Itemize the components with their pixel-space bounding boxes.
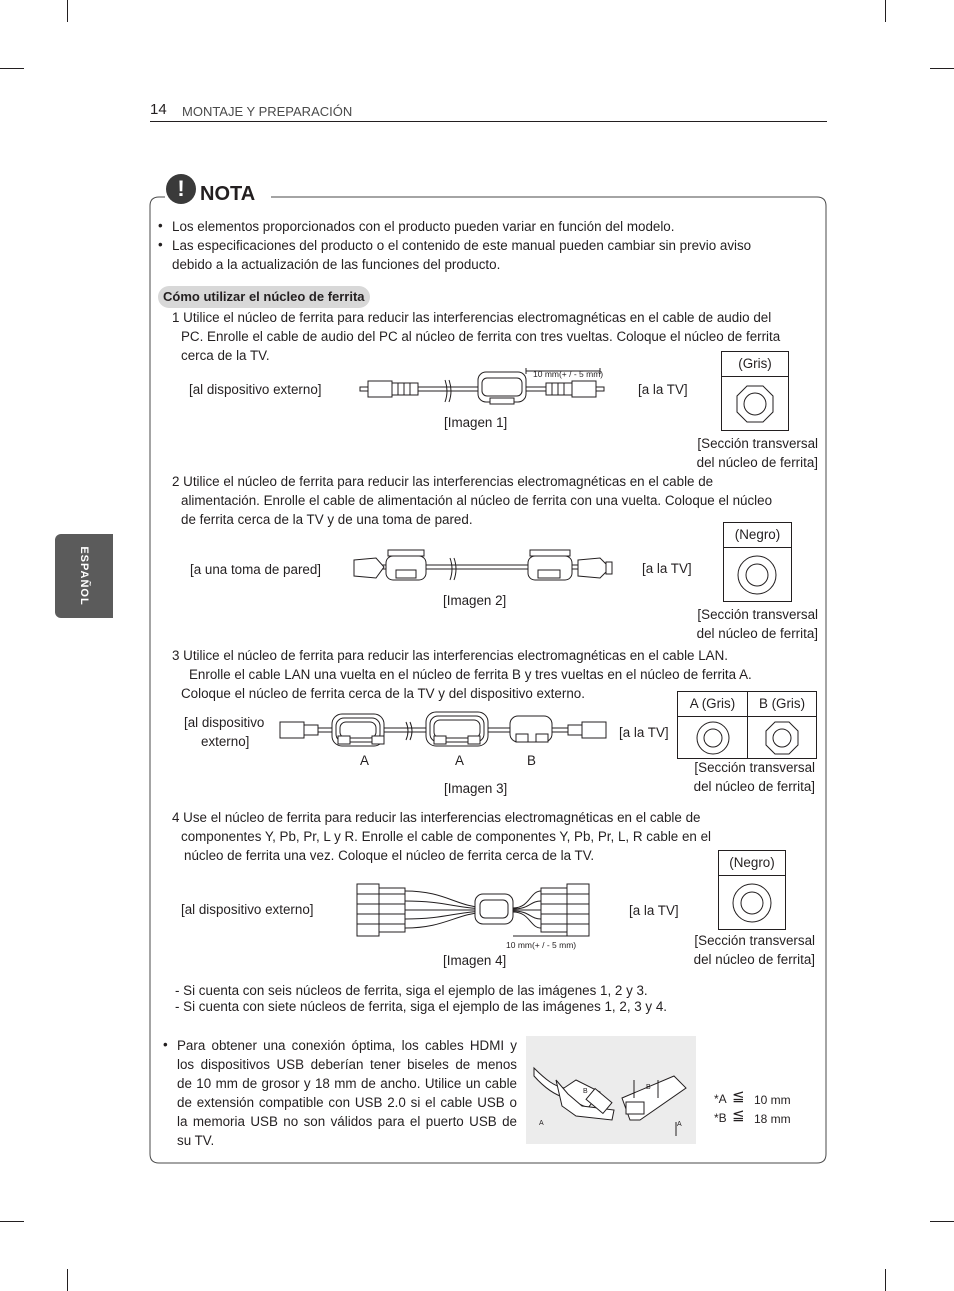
hdmi-usb-line-3: de 10 mm de grosor y 18 mm de ancho. Utilice un cable	[177, 1076, 517, 1091]
step2-box-label: (Negro)	[724, 523, 791, 548]
hdmi-usb-line-2: los dispositivos USB deberían tener biseles de menos	[177, 1057, 517, 1072]
bullet-icon: •	[163, 1037, 168, 1052]
step3-cross-caption-1: [Sección transversal	[694, 760, 815, 775]
section-title: MONTAJE Y PREPARACIÓN	[182, 104, 353, 119]
page-number: 14	[150, 101, 167, 118]
crop-mark	[885, 1269, 886, 1291]
step1-cross-caption-1: [Sección transversal	[697, 436, 818, 451]
step1-right-label: [a la TV]	[638, 382, 688, 397]
step1-image-caption: [Imagen 1]	[444, 415, 508, 430]
ferrite-cross-section-icon	[736, 554, 778, 596]
step3-marker-b: B	[527, 753, 536, 768]
step1-line3: cerca de la TV.	[181, 348, 270, 363]
crop-mark	[930, 1221, 954, 1222]
footnote-2: - Si cuenta con siete núcleos de ferrita, siga el ejemplo de las imágenes 1, 2, 3 y 4.	[175, 999, 668, 1014]
ferrite-cross-section-icon	[731, 882, 773, 924]
crop-mark	[0, 1221, 24, 1222]
step4-line1: 4 Use el núcleo de ferrita para reducir las interferencias electromagnéticas en el cable de	[172, 810, 701, 825]
step1-left-label: [al dispositivo externo]	[189, 382, 322, 397]
step3-line1: 3 Utilice el núcleo de ferrita para reducir las interferencias electromagnéticas en el cable LAN.	[172, 648, 728, 663]
dim-a-label: *A	[714, 1092, 727, 1106]
step2-cross-section-box	[723, 522, 792, 602]
usb-fig-label-a: A	[677, 1121, 682, 1128]
bullet-icon: •	[158, 237, 163, 252]
audio-cable-illustration	[350, 362, 615, 412]
hdmi-usb-illustration	[526, 1036, 696, 1144]
step2-left-label: [a una toma de pared]	[190, 562, 322, 577]
bullet-icon: •	[158, 218, 163, 233]
dim-b-symbol: ≦	[732, 1107, 745, 1124]
step3-line2: Enrolle el cable LAN una vuelta en el núcleo de ferrita B y tres vueltas en el núcleo de ferrita A.	[189, 667, 752, 682]
step3-right-label: [a la TV]	[619, 725, 669, 740]
step3-line3: Coloque el núcleo de ferrita cerca de la TV y del dispositivo externo.	[181, 686, 585, 701]
step4-line2: componentes Y, Pb, Pr, L y R. Enrolle el cable de componentes Y, Pb, Pr, L, R cable en el	[181, 829, 711, 844]
step4-line3: núcleo de ferrita una vez. Coloque el núcleo de ferrita cerca de la TV.	[184, 848, 595, 863]
hdmi-fig-label-b: B	[583, 1088, 588, 1095]
component-cable-illustration	[345, 880, 600, 940]
hdmi-usb-line-5: la memoria USB no son válidos para el puerto USB de	[177, 1114, 517, 1129]
dim-b-value: 18 mm	[754, 1112, 791, 1126]
step3-image-caption: [Imagen 3]	[444, 781, 508, 796]
step1-cross-caption-2: del núcleo de ferrita]	[696, 455, 818, 470]
ferrite-cross-section-icon	[735, 384, 775, 424]
step4-box-label: (Negro)	[719, 851, 785, 876]
step2-line1: 2 Utilice el núcleo de ferrita para reducir las interferencias electromagnéticas en el cable de	[172, 474, 714, 489]
exclamation-icon: !	[166, 174, 196, 204]
step3-cross-section-box	[677, 691, 817, 759]
dim-a-symbol: ≦	[732, 1088, 745, 1105]
power-cable-illustration	[350, 540, 630, 590]
hdmi-usb-line-4: de extensión compatible con USB 2.0 si el cable USB o	[177, 1095, 517, 1110]
language-tab	[55, 534, 113, 618]
hdmi-usb-line-6: su TV.	[177, 1133, 215, 1148]
step2-cross-caption-1: [Sección transversal	[697, 607, 818, 622]
step4-left-label: [al dispositivo externo]	[181, 902, 314, 917]
step3-marker-a1: A	[360, 753, 369, 768]
crop-mark	[930, 68, 954, 69]
step4-image-caption: [Imagen 4]	[443, 953, 507, 968]
step2-right-label: [a la TV]	[642, 561, 692, 576]
step2-cross-caption-2: del núcleo de ferrita]	[696, 626, 818, 641]
step3-box-label-b: B (Gris)	[758, 696, 806, 711]
step4-dimension: 10 mm(+ / - 5 mm)	[506, 940, 577, 950]
step2-line2: alimentación. Enrolle el cable de alimentación al núcleo de ferrita con una vuelta. Coloque el núcleo	[181, 493, 773, 508]
step4-cross-section-box	[718, 850, 786, 930]
dim-b-label: *B	[714, 1111, 727, 1125]
ferrite-cross-section-icon	[764, 720, 800, 756]
crop-mark	[67, 0, 68, 22]
step4-cross-caption-2: del núcleo de ferrita]	[693, 952, 815, 967]
step1-line1: 1 Utilice el núcleo de ferrita para reducir las interferencias electromagnéticas en el cable de audio del	[172, 310, 772, 325]
step1-dimension: 10 mm(+ / - 5 mm)	[533, 369, 604, 379]
step3-left-label-2: externo]	[201, 734, 250, 749]
step3-cross-caption-2: del núcleo de ferrita]	[693, 779, 815, 794]
note-title: NOTA	[200, 183, 256, 205]
dim-a-value: 10 mm	[754, 1093, 791, 1107]
ferrite-heading: Cómo utilizar el núcleo de ferrita	[158, 286, 370, 308]
step3-box-label-a: A (Gris)	[689, 696, 736, 711]
crop-mark	[885, 0, 886, 22]
note-bullet-1: Los elementos proporcionados con el producto pueden variar en función del modelo.	[172, 219, 675, 234]
hdmi-fig-label-a: A	[539, 1120, 544, 1127]
step3-left-label-1: [al dispositivo	[184, 715, 265, 730]
step1-line2: PC. Enrolle el cable de audio del PC al núcleo de ferrita con tres vueltas. Coloque el núcleo de ferrita	[181, 329, 781, 344]
step1-box-label: (Gris)	[722, 352, 788, 377]
step4-right-label: [a la TV]	[629, 903, 679, 918]
step2-image-caption: [Imagen 2]	[443, 593, 507, 608]
note-bullet-2-line2: debido a la actualización de las funciones del producto.	[172, 257, 501, 272]
language-tab-label: ESPAÑOL	[78, 546, 90, 606]
header-rule	[150, 121, 827, 122]
step2-line3: de ferrita cerca de la TV y de una toma de pared.	[181, 512, 473, 527]
crop-mark	[67, 1269, 68, 1291]
hdmi-usb-line-1: Para obtener una conexión óptima, los cables HDMI y	[177, 1038, 517, 1053]
footnote-1: - Si cuenta con seis núcleos de ferrita, siga el ejemplo de las imágenes 1, 2 y 3.	[175, 983, 648, 998]
usb-fig-label-b: B	[646, 1084, 651, 1091]
lan-cable-illustration	[278, 704, 608, 754]
note-bullet-2-line1: Las especificaciones del producto o el contenido de este manual pueden cambiar sin previo aviso	[172, 238, 752, 253]
ferrite-cross-section-icon	[695, 720, 731, 756]
step3-marker-a2: A	[455, 753, 464, 768]
step4-cross-caption-1: [Sección transversal	[694, 933, 815, 948]
step1-cross-section-box	[721, 351, 789, 431]
crop-mark	[0, 68, 24, 69]
